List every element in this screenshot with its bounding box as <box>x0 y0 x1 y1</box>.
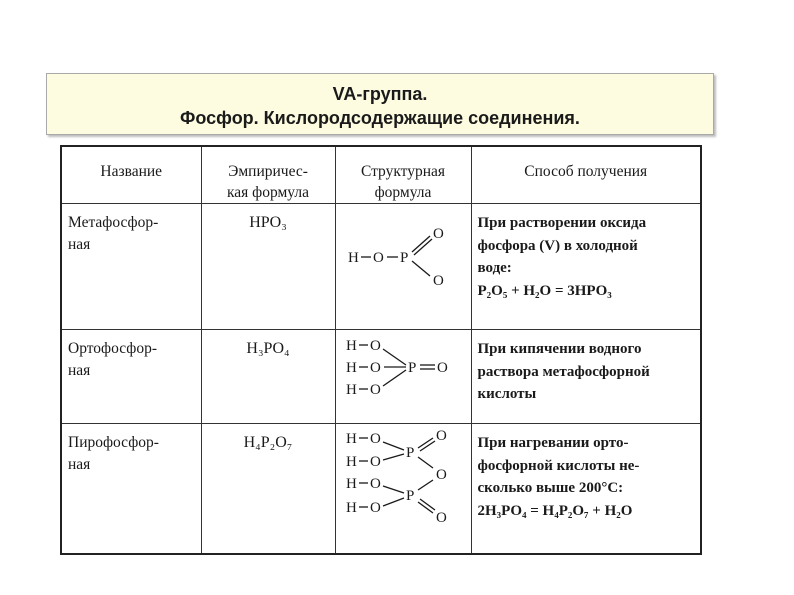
acid-name: Метафосфор- ная <box>61 204 201 330</box>
atom-o: O <box>436 428 447 445</box>
atom-o: O <box>370 431 381 448</box>
title-line-1: VA-группа. <box>332 84 428 104</box>
table-row <box>61 204 701 330</box>
preparation-method: При нагревании орто- фосфорной кислоты не- сколько выше 200°C: 2H₃PO₄ = H₄P₂O₇ + H₂O <box>471 424 701 554</box>
atom-o: O <box>433 273 444 289</box>
empirical-formula: H₄P₂O₇ <box>201 424 335 554</box>
slide-title <box>46 73 714 135</box>
atom-p: P <box>400 250 409 266</box>
pyrophosphoric-structure <box>338 424 468 534</box>
structural-formula-pyrophosphoric <box>335 424 471 554</box>
preparation-method: При кипячении водного раствора метафосфорной кислоты <box>471 330 701 424</box>
atom-o: O <box>433 226 444 242</box>
acid-name: Ортофосфор- ная <box>61 330 201 424</box>
atom-o: O <box>373 250 384 266</box>
phosphorus-acids-table <box>60 145 702 555</box>
acid-name: Пирофосфор- ная <box>61 424 201 554</box>
atom-o: O <box>370 360 381 377</box>
preparation-method: При растворении оксида фосфора (V) в холодной воде: P₂O₅ + H₂O = 3HPO₃ <box>471 204 701 330</box>
atom-h: H <box>346 500 357 517</box>
atom-h: H <box>346 338 357 355</box>
atom-h: H <box>348 250 359 266</box>
metaphosphoric-structure <box>338 204 468 304</box>
table-row <box>61 330 701 424</box>
atom-o: O <box>437 360 448 377</box>
table-row <box>61 424 701 554</box>
header-name: Название <box>61 146 201 204</box>
header-method: Способ получения <box>471 146 701 204</box>
structural-formula-metaphosphoric <box>335 204 471 330</box>
atom-o: O <box>370 338 381 355</box>
atom-o: O <box>370 500 381 517</box>
orthophosphoric-structure <box>338 330 468 404</box>
table-header-row <box>61 146 701 204</box>
atom-h: H <box>346 431 357 448</box>
atom-h: H <box>346 476 357 493</box>
empirical-formula: HPO₃ <box>201 204 335 330</box>
atom-h: H <box>346 454 357 471</box>
header-structural-formula: Структурная формула <box>335 146 471 204</box>
header-empirical-formula: Эмпиричес- кая формула <box>201 146 335 204</box>
atom-o: O <box>436 467 447 484</box>
atom-o: O <box>436 510 447 527</box>
atom-p: P <box>406 488 415 505</box>
empirical-formula: H₃PO₄ <box>201 330 335 424</box>
structural-formula-orthophosphoric <box>335 330 471 424</box>
atom-o: O <box>370 454 381 471</box>
title-line-2: Фосфор. Кислородсодержащие соединения. <box>180 108 580 128</box>
atom-o: O <box>370 382 381 399</box>
atom-p: P <box>408 360 417 377</box>
atom-h: H <box>346 360 357 377</box>
atom-o: O <box>370 476 381 493</box>
atom-h: H <box>346 382 357 399</box>
atom-p: P <box>406 445 415 462</box>
